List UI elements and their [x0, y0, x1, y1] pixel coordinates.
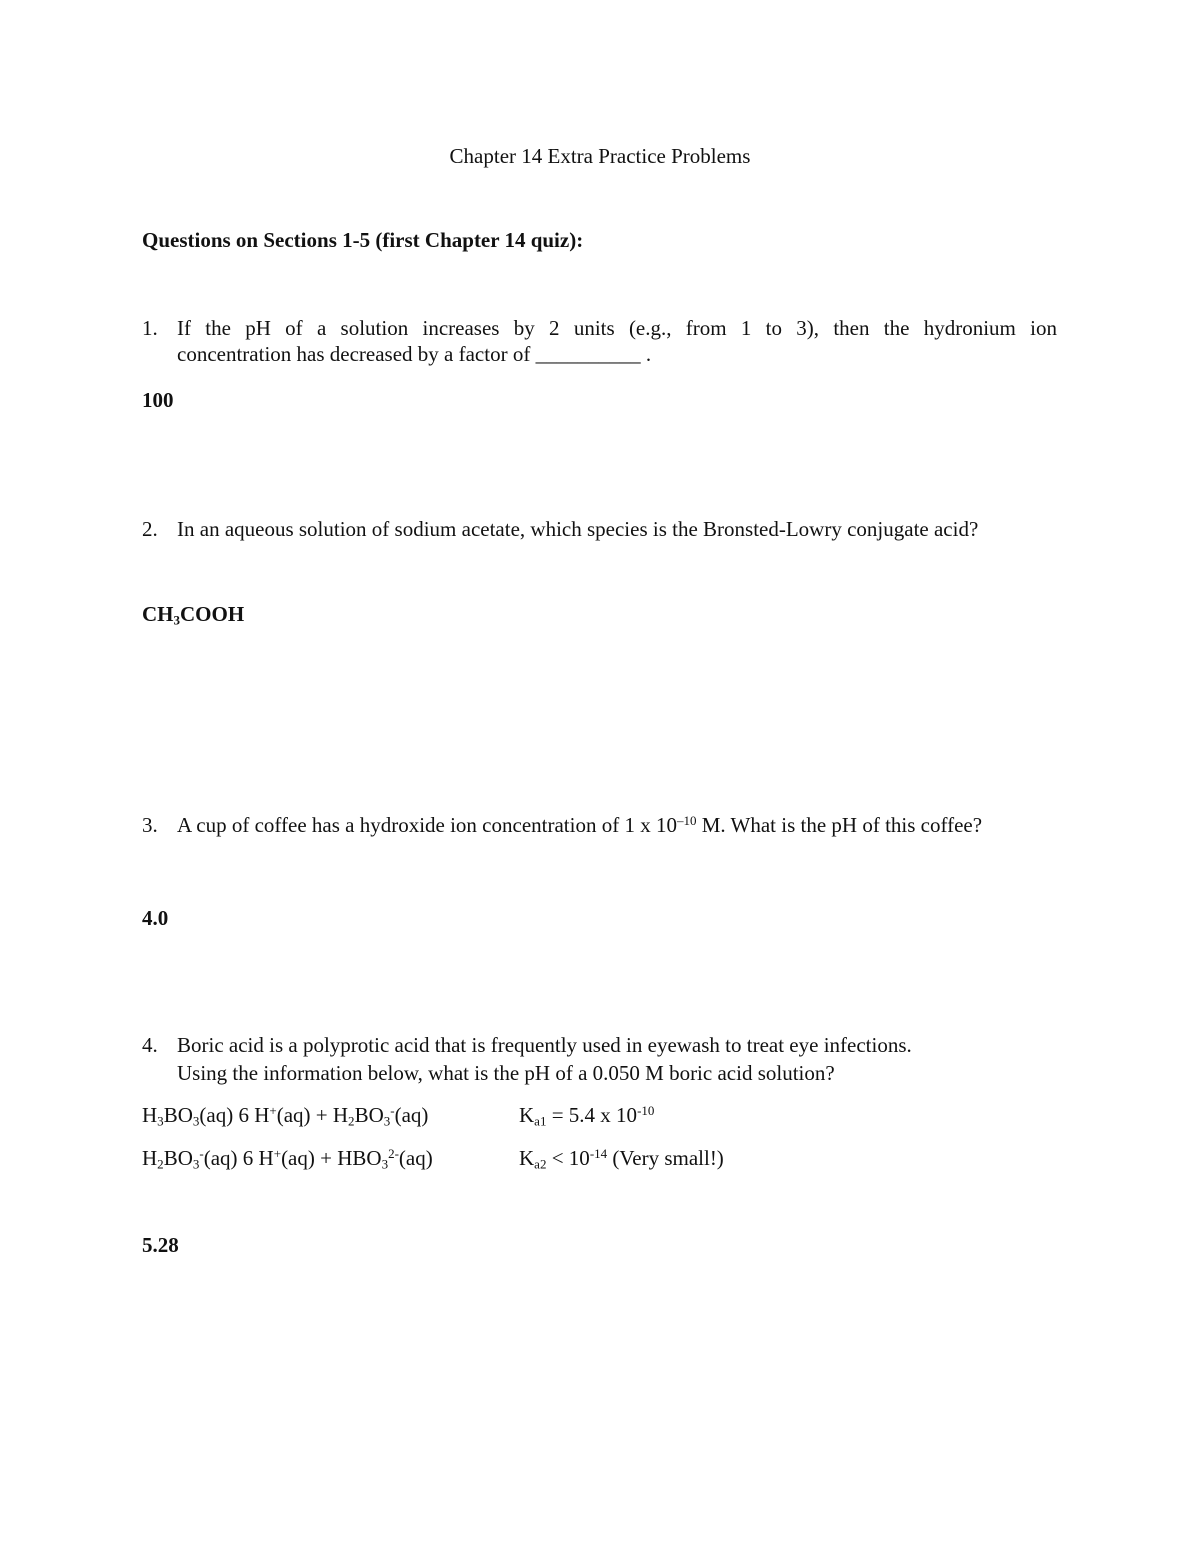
question-3-number: 3. — [142, 813, 158, 837]
equilibrium-equation-1: $H_3BO_3(aq)$ 6 $H^+(aq) + H_2BO_3^-(aq)$ — [142, 1102, 429, 1129]
question-3-text: A cup of coffee has a hydroxide ion concentration of 1 x $10^{-10}$ M. What is the pH of this coffee? — [177, 812, 983, 837]
question-1-line-1: If the pH of a solution increases by 2 units (e.g., from 1 to 3), then the hydronium ion — [177, 316, 1057, 340]
question-4-line-2: Using the information below, what is the pH of a 0.050 M boric acid solution? — [177, 1061, 835, 1085]
question-2-answer: $CH_3COOH$ — [142, 602, 245, 628]
question-4-line-1: Boric acid is a polyprotic acid that is frequently used in eyewash to treat eye infections. — [177, 1033, 912, 1057]
question-1-line-2: concentration has decreased by a factor of __________ . — [177, 342, 652, 366]
question-2-number: 2. — [142, 517, 158, 541]
question-3-answer: 4.0 — [142, 906, 169, 930]
equilibrium-constant-1: $K_{a1} = 5.4$ x $10^{-10}$ — [519, 1102, 655, 1129]
question-4-answer: 5.28 — [142, 1233, 179, 1257]
question-4-number: 4. — [142, 1033, 158, 1057]
equilibrium-constant-2: $K_{a2} < 10^{-14}$ (Very small!) — [519, 1145, 724, 1172]
page-title: Chapter 14 Extra Practice Problems — [449, 144, 751, 168]
section-heading: Questions on Sections 1-5 (first Chapter 14 quiz): — [142, 228, 584, 252]
question-1-number: 1. — [142, 316, 158, 340]
question-1-answer: 100 — [142, 388, 174, 412]
question-2-text: In an aqueous solution of sodium acetate, which species is the Bronsted-Lowry conjugate acid? — [177, 517, 979, 541]
equilibrium-equation-2: $H_2BO_3^-(aq)$ 6 $H^+(aq) + HBO_3^{2-}(aq)$ — [142, 1145, 433, 1172]
